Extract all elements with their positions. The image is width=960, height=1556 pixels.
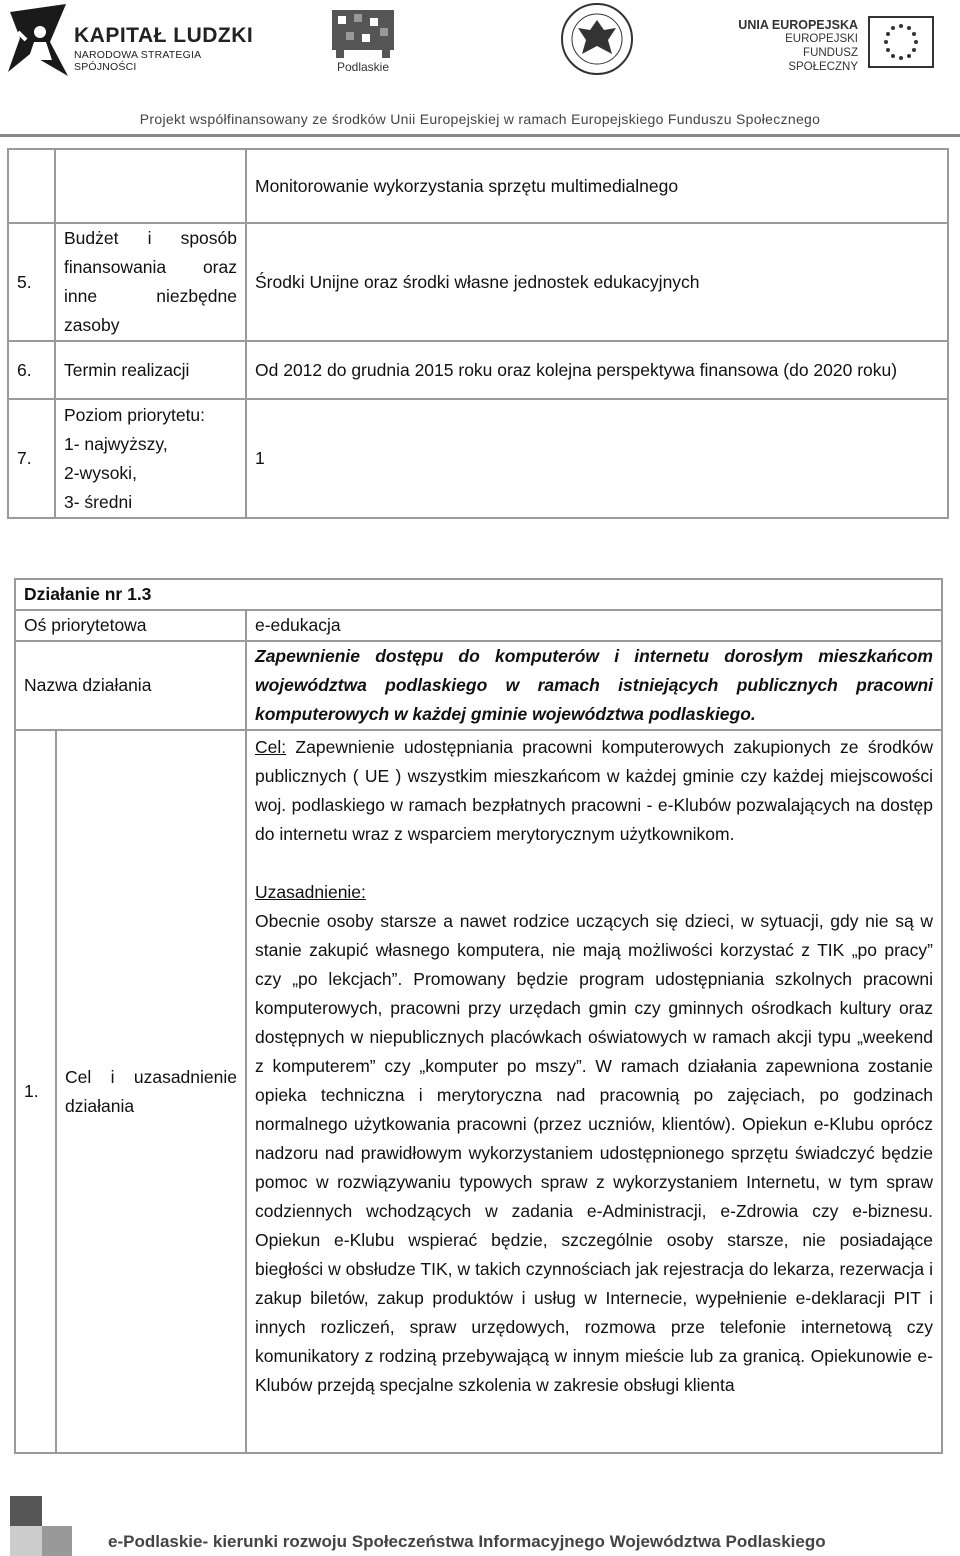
row-number: 1.: [15, 730, 56, 1453]
priority-line: 1- najwyższy,: [64, 433, 168, 454]
project-cofinance-line: Projekt współfinansowany ze środków Unii Europejskiej w ramach Europejskiego Funduszu Społecznego: [139, 111, 821, 127]
row-value: 1: [246, 399, 948, 518]
footer-square: [10, 1496, 42, 1526]
eu-text: [736, 18, 858, 74]
table-row: [15, 641, 942, 730]
footer-square: [42, 1526, 72, 1556]
row-number: 5.: [8, 223, 55, 341]
row-value: Środki Unijne oraz środki własne jednostek edukacyjnych: [246, 223, 948, 341]
axis-value: e-edukacja: [246, 610, 942, 641]
bison-icon: [318, 4, 408, 60]
action-name-value: Zapewnienie dostępu do komputerów i internetu dorosłym mieszkańcom województwa podlaskiego w ramach istniejących publicznych pracowni komputerowych w każdej gminie województwa podlaskiego.: [246, 641, 942, 730]
table-cell: [55, 149, 246, 223]
podlaskie-label: Podlaskie: [336, 60, 390, 74]
kapital-ludzki-title: KAPITAŁ LUDZKI: [74, 24, 254, 47]
footer-text: e-Podlaskie- kierunki rozwoju Społeczeństwa Informacyjnego Województwa Podlaskiego: [108, 1532, 826, 1551]
row-label-priority: [55, 399, 246, 518]
eu-logo: [736, 16, 946, 72]
table-row: [8, 149, 948, 223]
row-value: Od 2012 do grudnia 2015 roku oraz kolejna perspektywa finansowa (do 2020 roku): [246, 341, 948, 399]
eu-flag-icon: [868, 16, 934, 68]
header-divider: [0, 134, 960, 137]
priority-line: 3- średni: [64, 491, 133, 512]
goal-heading: Cel:: [255, 737, 287, 757]
page-header: [0, 0, 960, 127]
action-table: [14, 578, 943, 1454]
monitoring-cell: Monitorowanie wykorzystania sprzętu multimedialnego: [246, 149, 948, 223]
footer-square: [10, 1526, 42, 1556]
goal-content: [246, 730, 942, 1453]
star-figure-icon: [6, 2, 70, 78]
goal-paragraph: [255, 733, 933, 849]
justification-heading: Uzasadnienie:: [255, 882, 366, 902]
row-label: Budżet i sposób finansowania oraz inne niezbędne zasoby: [55, 223, 246, 341]
table-row: [15, 610, 942, 641]
project-table-1: [7, 148, 949, 519]
page-footer: [0, 1490, 960, 1556]
priority-line: 2-wysoki,: [64, 462, 137, 483]
justification-text: Obecnie osoby starsze a nawet rodzice uczących się dzieci, w sytuacji, gdy nie są w stanie zakupić własnego komputera, nie mają możliwości korzystać z TIK „po pracy” czy „po lekcjach”. Promowany będzie program udostępniania szkolnych pracowni komputerowych, pracowni przy urzędach gmin czy gminnych ośrodkach kultury oraz dostępnych w niepublicznych placówkach oświatowych w ramach akcji typu „weekend z komputerem” czy „komputer po mszy”. W ramach działania zapewniona zostanie opieka techniczna i merytoryczna nad pracownią po zajęciach, po godzinach normalnego użytkowania pracowni (przez uczniów, klientów). Opiekun e-Klubu oprócz nadzoru nad prawidłowym wykorzystaniem udostępnionego sprzętu świadczyć będzie pomoc w rozwiązywaniu typowych spraw z wykorzystaniem Internetu, w tym spraw codziennych wchodzących w zadania e-Administracji, e-Zdrowia czy e-biznesu. Opiekun e-Klubu wspierać będzie, szczególnie osoby starsze, nie posiadające biegłości w obsłudze TIK, w takich czynnościach jak rejestracja do lekarza, rezerwacja i zakup biletów, zakup produktów i usług w Internecie, wypełnienie e-deklaracji PIT i innych rozliczeń, spraw urzędowych, rozmowa prze telefonie internetową czy komunikatory z rodziną przebywającą w innym mieście lub za granicą. Opiekunowie e-Klubów przejdą specjalne szkolenia w zakresie obsługi klienta: [255, 911, 933, 1395]
goal-label: Cel i uzasadnienie działania: [56, 730, 246, 1453]
podlaskie-logo: [318, 4, 408, 76]
action-heading: Działanie nr 1.3: [15, 579, 942, 610]
spacer: [255, 849, 933, 878]
eu-line-1: UNIA EUROPEJSKA: [738, 18, 858, 32]
table-row: [15, 730, 942, 1453]
eu-line-3: FUNDUSZ SPOŁECZNY: [788, 47, 858, 73]
table-row: [15, 579, 942, 610]
priority-line: Poziom priorytetu:: [64, 404, 206, 425]
goal-text: Zapewnienie udostępniania pracowni komputerowych zakupionych ze środków publicznych ( UE ) wszystkim mieszkańcom w każdej gminie czy każdej miejscowości woj. podlaskiego w ramach bezpłatnych pracowni - e-Klubów pozwalających na dostęp do internetu wraz z wsparciem merytorycznym użytkownikom.: [255, 737, 933, 844]
table-row: [8, 399, 948, 518]
eu-line-2: EUROPEJSKI: [785, 33, 858, 45]
row-label: Termin realizacji: [55, 341, 246, 399]
kapital-ludzki-subtitle: NARODOWA STRATEGIA SPÓJNOŚCI: [74, 49, 201, 73]
table-row: [8, 223, 948, 341]
table-cell: [8, 149, 55, 223]
row-number: 7.: [8, 399, 55, 518]
eagle-seal-icon: [560, 2, 634, 76]
table-row: [8, 341, 948, 399]
row-number: 6.: [8, 341, 55, 399]
action-name-label: Nazwa działania: [15, 641, 246, 730]
axis-label: Oś priorytetowa: [15, 610, 246, 641]
kapital-ludzki-logo: [6, 2, 256, 80]
